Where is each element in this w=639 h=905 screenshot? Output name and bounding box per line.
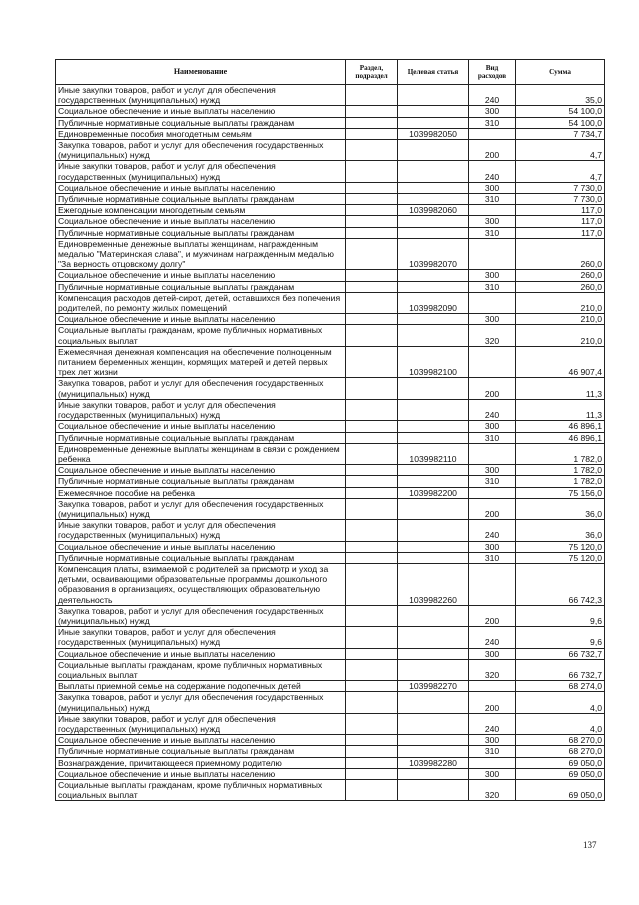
table-row [56,270,605,281]
row-section-cell [346,681,398,692]
row-type-cell: 300 [469,541,516,552]
row-type-cell: 200 [469,140,516,161]
table-row [56,541,605,552]
row-section-cell [346,117,398,128]
table-row [56,757,605,768]
table-row [56,85,605,106]
table-header-row [56,60,605,85]
table-row [56,659,605,680]
row-name-cell: Социальное обеспечение и иные выплаты населению [56,314,346,325]
row-sum-cell: 9,6 [516,605,605,626]
row-section-cell [346,378,398,399]
row-section-cell [346,563,398,605]
row-section-cell [346,270,398,281]
row-type-cell [469,443,516,464]
row-name-cell: Закупка товаров, работ и услуг для обеспечения государственных (муниципальных) нужд [56,140,346,161]
row-type-cell: 300 [469,106,516,117]
row-name-cell: Иные закупки товаров, работ и услуг для обеспечения государственных (муниципальных) нужд [56,627,346,648]
row-sum-cell: 46 896,1 [516,432,605,443]
row-type-cell: 310 [469,194,516,205]
row-name-cell: Закупка товаров, работ и услуг для обеспечения государственных (муниципальных) нужд [56,605,346,626]
header-target: Целевая статья [398,60,469,85]
row-type-cell: 310 [469,227,516,238]
table-row [56,780,605,801]
table-row [56,182,605,193]
row-target-cell [398,270,469,281]
row-type-cell: 200 [469,378,516,399]
row-name-cell: Единовременные пособия многодетным семьям [56,128,346,139]
row-section-cell [346,487,398,498]
row-target-cell [398,106,469,117]
row-target-cell [398,432,469,443]
row-name-cell: Социальное обеспечение и иные выплаты населению [56,735,346,746]
row-target-cell [398,421,469,432]
row-name-cell: Ежемесячная денежная компенсация на обеспечение полноценным питанием беременных женщин, кормящих матерей и детей первых трех лет жизни [56,346,346,378]
row-type-cell: 200 [469,498,516,519]
budget-table [55,59,605,801]
table-row [56,627,605,648]
row-sum-cell: 117,0 [516,216,605,227]
table-row [56,421,605,432]
table-row [56,465,605,476]
row-section-cell [346,216,398,227]
row-section-cell [346,106,398,117]
row-target-cell [398,140,469,161]
row-name-cell: Социальное обеспечение и иные выплаты населению [56,541,346,552]
table-row [56,498,605,519]
row-sum-cell: 36,0 [516,520,605,541]
row-target-cell [398,692,469,713]
row-section-cell [346,648,398,659]
row-type-cell [469,757,516,768]
row-target-cell [398,659,469,680]
row-type-cell: 240 [469,85,516,106]
row-sum-cell: 4,0 [516,692,605,713]
row-sum-cell: 35,0 [516,85,605,106]
row-name-cell: Публичные нормативные социальные выплаты гражданам [56,281,346,292]
row-type-cell [469,346,516,378]
row-section-cell [346,498,398,519]
row-type-cell: 300 [469,270,516,281]
row-sum-cell: 4,7 [516,161,605,182]
table-row [56,520,605,541]
row-name-cell: Иные закупки товаров, работ и услуг для обеспечения государственных (муниципальных) нужд [56,520,346,541]
row-target-cell [398,194,469,205]
row-type-cell: 300 [469,421,516,432]
row-sum-cell: 117,0 [516,227,605,238]
row-sum-cell: 117,0 [516,205,605,216]
row-target-cell [398,117,469,128]
row-target-cell: 1039982090 [398,292,469,313]
row-target-cell [398,735,469,746]
row-sum-cell: 75 120,0 [516,552,605,563]
row-type-cell [469,292,516,313]
table-row [56,476,605,487]
row-name-cell: Публичные нормативные социальные выплаты гражданам [56,117,346,128]
table-row [56,605,605,626]
row-section-cell [346,541,398,552]
row-type-cell: 240 [469,713,516,734]
table-row [56,378,605,399]
table-row [56,194,605,205]
row-sum-cell: 260,0 [516,238,605,270]
table-row [56,281,605,292]
row-type-cell: 300 [469,314,516,325]
row-section-cell [346,432,398,443]
row-section-cell [346,627,398,648]
table-row [56,216,605,227]
table-row [56,238,605,270]
row-type-cell [469,681,516,692]
row-target-cell [398,227,469,238]
table-row [56,292,605,313]
row-section-cell [346,780,398,801]
row-sum-cell: 68 270,0 [516,746,605,757]
row-sum-cell: 1 782,0 [516,465,605,476]
row-sum-cell: 68 270,0 [516,735,605,746]
row-sum-cell: 7 734,7 [516,128,605,139]
row-type-cell: 300 [469,465,516,476]
table-row [56,443,605,464]
row-target-cell [398,605,469,626]
row-type-cell: 320 [469,659,516,680]
row-name-cell: Иные закупки товаров, работ и услуг для обеспечения государственных (муниципальных) нужд [56,85,346,106]
row-name-cell: Социальное обеспечение и иные выплаты населению [56,270,346,281]
row-section-cell [346,325,398,346]
row-type-cell: 240 [469,399,516,420]
row-section-cell [346,140,398,161]
row-section-cell [346,659,398,680]
table-row [56,563,605,605]
row-sum-cell: 4,0 [516,713,605,734]
table-row [56,713,605,734]
row-section-cell [346,128,398,139]
row-section-cell [346,692,398,713]
row-type-cell: 240 [469,627,516,648]
row-sum-cell: 69 050,0 [516,757,605,768]
row-type-cell: 300 [469,768,516,779]
row-type-cell [469,487,516,498]
row-name-cell: Компенсация расходов детей-сирот, детей, оставшихся без попечения родителей, по ремонту жилых помещений [56,292,346,313]
row-name-cell: Социальные выплаты гражданам, кроме публичных нормативных социальных выплат [56,659,346,680]
row-type-cell: 200 [469,692,516,713]
row-sum-cell: 54 100,0 [516,117,605,128]
row-section-cell [346,443,398,464]
table-row [56,681,605,692]
row-target-cell [398,552,469,563]
header-section: Раздел, подраздел [346,60,398,85]
row-section-cell [346,238,398,270]
row-type-cell: 240 [469,161,516,182]
row-name-cell: Единовременные денежные выплаты женщинам, награжденным медалью "Материнская слава", и мужчинам награжденным медалью "За верность отцовскому долгу" [56,238,346,270]
row-type-cell [469,128,516,139]
row-name-cell: Иные закупки товаров, работ и услуг для обеспечения государственных (муниципальных) нужд [56,161,346,182]
row-target-cell: 1039982100 [398,346,469,378]
table-row [56,140,605,161]
row-sum-cell: 7 730,0 [516,194,605,205]
row-sum-cell: 75 156,0 [516,487,605,498]
row-section-cell [346,746,398,757]
table-body [56,85,605,801]
table-row [56,117,605,128]
row-name-cell: Социальные выплаты гражданам, кроме публичных нормативных социальных выплат [56,780,346,801]
row-section-cell [346,713,398,734]
row-sum-cell: 54 100,0 [516,106,605,117]
row-sum-cell: 1 782,0 [516,476,605,487]
row-section-cell [346,194,398,205]
row-section-cell [346,292,398,313]
row-section-cell [346,182,398,193]
table-row [56,314,605,325]
row-type-cell: 300 [469,182,516,193]
row-name-cell: Иные закупки товаров, работ и услуг для обеспечения государственных (муниципальных) нужд [56,713,346,734]
row-target-cell [398,541,469,552]
row-target-cell [398,216,469,227]
table-row [56,399,605,420]
row-sum-cell: 66 732,7 [516,648,605,659]
row-name-cell: Вознаграждение, причитающееся приемному родителю [56,757,346,768]
row-sum-cell: 210,0 [516,314,605,325]
table-row [56,205,605,216]
table-row [56,346,605,378]
row-sum-cell: 66 732,7 [516,659,605,680]
table-row [56,735,605,746]
row-name-cell: Ежегодные компенсации многодетным семьям [56,205,346,216]
row-name-cell: Закупка товаров, работ и услуг для обеспечения государственных (муниципальных) нужд [56,692,346,713]
row-type-cell: 310 [469,746,516,757]
table-row [56,161,605,182]
header-name: Наименование [56,60,346,85]
row-sum-cell: 9,6 [516,627,605,648]
row-target-cell [398,498,469,519]
table-row [56,128,605,139]
row-target-cell [398,780,469,801]
row-name-cell: Публичные нормативные социальные выплаты гражданам [56,476,346,487]
row-name-cell: Публичные нормативные социальные выплаты гражданам [56,194,346,205]
row-target-cell [398,746,469,757]
row-sum-cell: 68 274,0 [516,681,605,692]
row-target-cell [398,161,469,182]
row-type-cell: 310 [469,117,516,128]
row-target-cell: 1039982050 [398,128,469,139]
row-name-cell: Публичные нормативные социальные выплаты гражданам [56,746,346,757]
row-section-cell [346,85,398,106]
row-target-cell [398,476,469,487]
row-sum-cell: 46 907,4 [516,346,605,378]
header-sum: Сумма [516,60,605,85]
row-name-cell: Закупка товаров, работ и услуг для обеспечения государственных (муниципальных) нужд [56,498,346,519]
row-name-cell: Публичные нормативные социальные выплаты гражданам [56,432,346,443]
row-type-cell: 240 [469,520,516,541]
row-type-cell: 300 [469,648,516,659]
row-section-cell [346,227,398,238]
row-type-cell [469,205,516,216]
row-target-cell [398,465,469,476]
row-name-cell: Социальное обеспечение и иные выплаты населению [56,182,346,193]
row-name-cell: Публичные нормативные социальные выплаты гражданам [56,227,346,238]
row-name-cell: Публичные нормативные социальные выплаты гражданам [56,552,346,563]
row-section-cell [346,768,398,779]
row-sum-cell: 11,3 [516,378,605,399]
row-target-cell: 1039982110 [398,443,469,464]
row-name-cell: Ежемесячное пособие на ребенка [56,487,346,498]
row-target-cell [398,627,469,648]
row-name-cell: Социальное обеспечение и иные выплаты населению [56,768,346,779]
row-target-cell [398,520,469,541]
row-name-cell: Социальные выплаты гражданам, кроме публичных нормативных социальных выплат [56,325,346,346]
row-type-cell: 200 [469,605,516,626]
row-target-cell [398,378,469,399]
row-target-cell [398,325,469,346]
row-section-cell [346,161,398,182]
row-sum-cell: 11,3 [516,399,605,420]
table-row [56,227,605,238]
row-section-cell [346,476,398,487]
row-sum-cell: 69 050,0 [516,768,605,779]
row-name-cell: Иные закупки товаров, работ и услуг для обеспечения государственных (муниципальных) нужд [56,399,346,420]
row-target-cell [398,314,469,325]
row-type-cell [469,563,516,605]
row-section-cell [346,421,398,432]
row-target-cell: 1039982280 [398,757,469,768]
table-row [56,648,605,659]
row-section-cell [346,757,398,768]
row-name-cell: Единовременные денежные выплаты женщинам в связи с рождением ребенка [56,443,346,464]
table-row [56,487,605,498]
row-target-cell [398,768,469,779]
row-target-cell: 1039982270 [398,681,469,692]
row-target-cell [398,182,469,193]
row-target-cell: 1039982260 [398,563,469,605]
row-target-cell [398,648,469,659]
row-target-cell: 1039982200 [398,487,469,498]
row-type-cell: 300 [469,216,516,227]
row-type-cell: 310 [469,281,516,292]
row-section-cell [346,552,398,563]
row-section-cell [346,399,398,420]
row-section-cell [346,314,398,325]
page-number: 137 [583,840,597,850]
row-type-cell: 310 [469,476,516,487]
row-section-cell [346,346,398,378]
row-section-cell [346,205,398,216]
row-name-cell: Компенсация платы, взимаемой с родителей за присмотр и уход за детьми, осваивающими образовательные программы дошкольного образования в организациях, осуществляющих образовательную деятельность [56,563,346,605]
row-name-cell: Закупка товаров, работ и услуг для обеспечения государственных (муниципальных) нужд [56,378,346,399]
row-type-cell: 310 [469,432,516,443]
row-sum-cell: 260,0 [516,270,605,281]
row-type-cell: 300 [469,735,516,746]
row-sum-cell: 4,7 [516,140,605,161]
row-type-cell: 320 [469,325,516,346]
row-sum-cell: 1 782,0 [516,443,605,464]
row-name-cell: Выплаты приемной семье на содержание подопечных детей [56,681,346,692]
row-sum-cell: 260,0 [516,281,605,292]
row-type-cell [469,238,516,270]
row-name-cell: Социальное обеспечение и иные выплаты населению [56,216,346,227]
row-sum-cell: 7 730,0 [516,182,605,193]
row-sum-cell: 210,0 [516,325,605,346]
row-sum-cell: 210,0 [516,292,605,313]
row-sum-cell: 69 050,0 [516,780,605,801]
header-type: Вид расходов [469,60,516,85]
table-row [56,325,605,346]
row-target-cell: 1039982060 [398,205,469,216]
table-row [56,552,605,563]
row-target-cell [398,85,469,106]
row-section-cell [346,605,398,626]
table-row [56,692,605,713]
table-row [56,746,605,757]
row-name-cell: Социальное обеспечение и иные выплаты населению [56,106,346,117]
row-target-cell [398,281,469,292]
row-sum-cell: 36,0 [516,498,605,519]
row-sum-cell: 75 120,0 [516,541,605,552]
row-target-cell [398,399,469,420]
row-target-cell [398,713,469,734]
row-section-cell [346,735,398,746]
row-name-cell: Социальное обеспечение и иные выплаты населению [56,421,346,432]
row-target-cell: 1039982070 [398,238,469,270]
row-section-cell [346,465,398,476]
row-name-cell: Социальное обеспечение и иные выплаты населению [56,465,346,476]
row-section-cell [346,281,398,292]
row-sum-cell: 66 742,3 [516,563,605,605]
row-name-cell: Социальное обеспечение и иные выплаты населению [56,648,346,659]
row-section-cell [346,520,398,541]
row-type-cell: 310 [469,552,516,563]
row-type-cell: 320 [469,780,516,801]
table-row [56,106,605,117]
table-row [56,432,605,443]
table-row [56,768,605,779]
row-sum-cell: 46 896,1 [516,421,605,432]
